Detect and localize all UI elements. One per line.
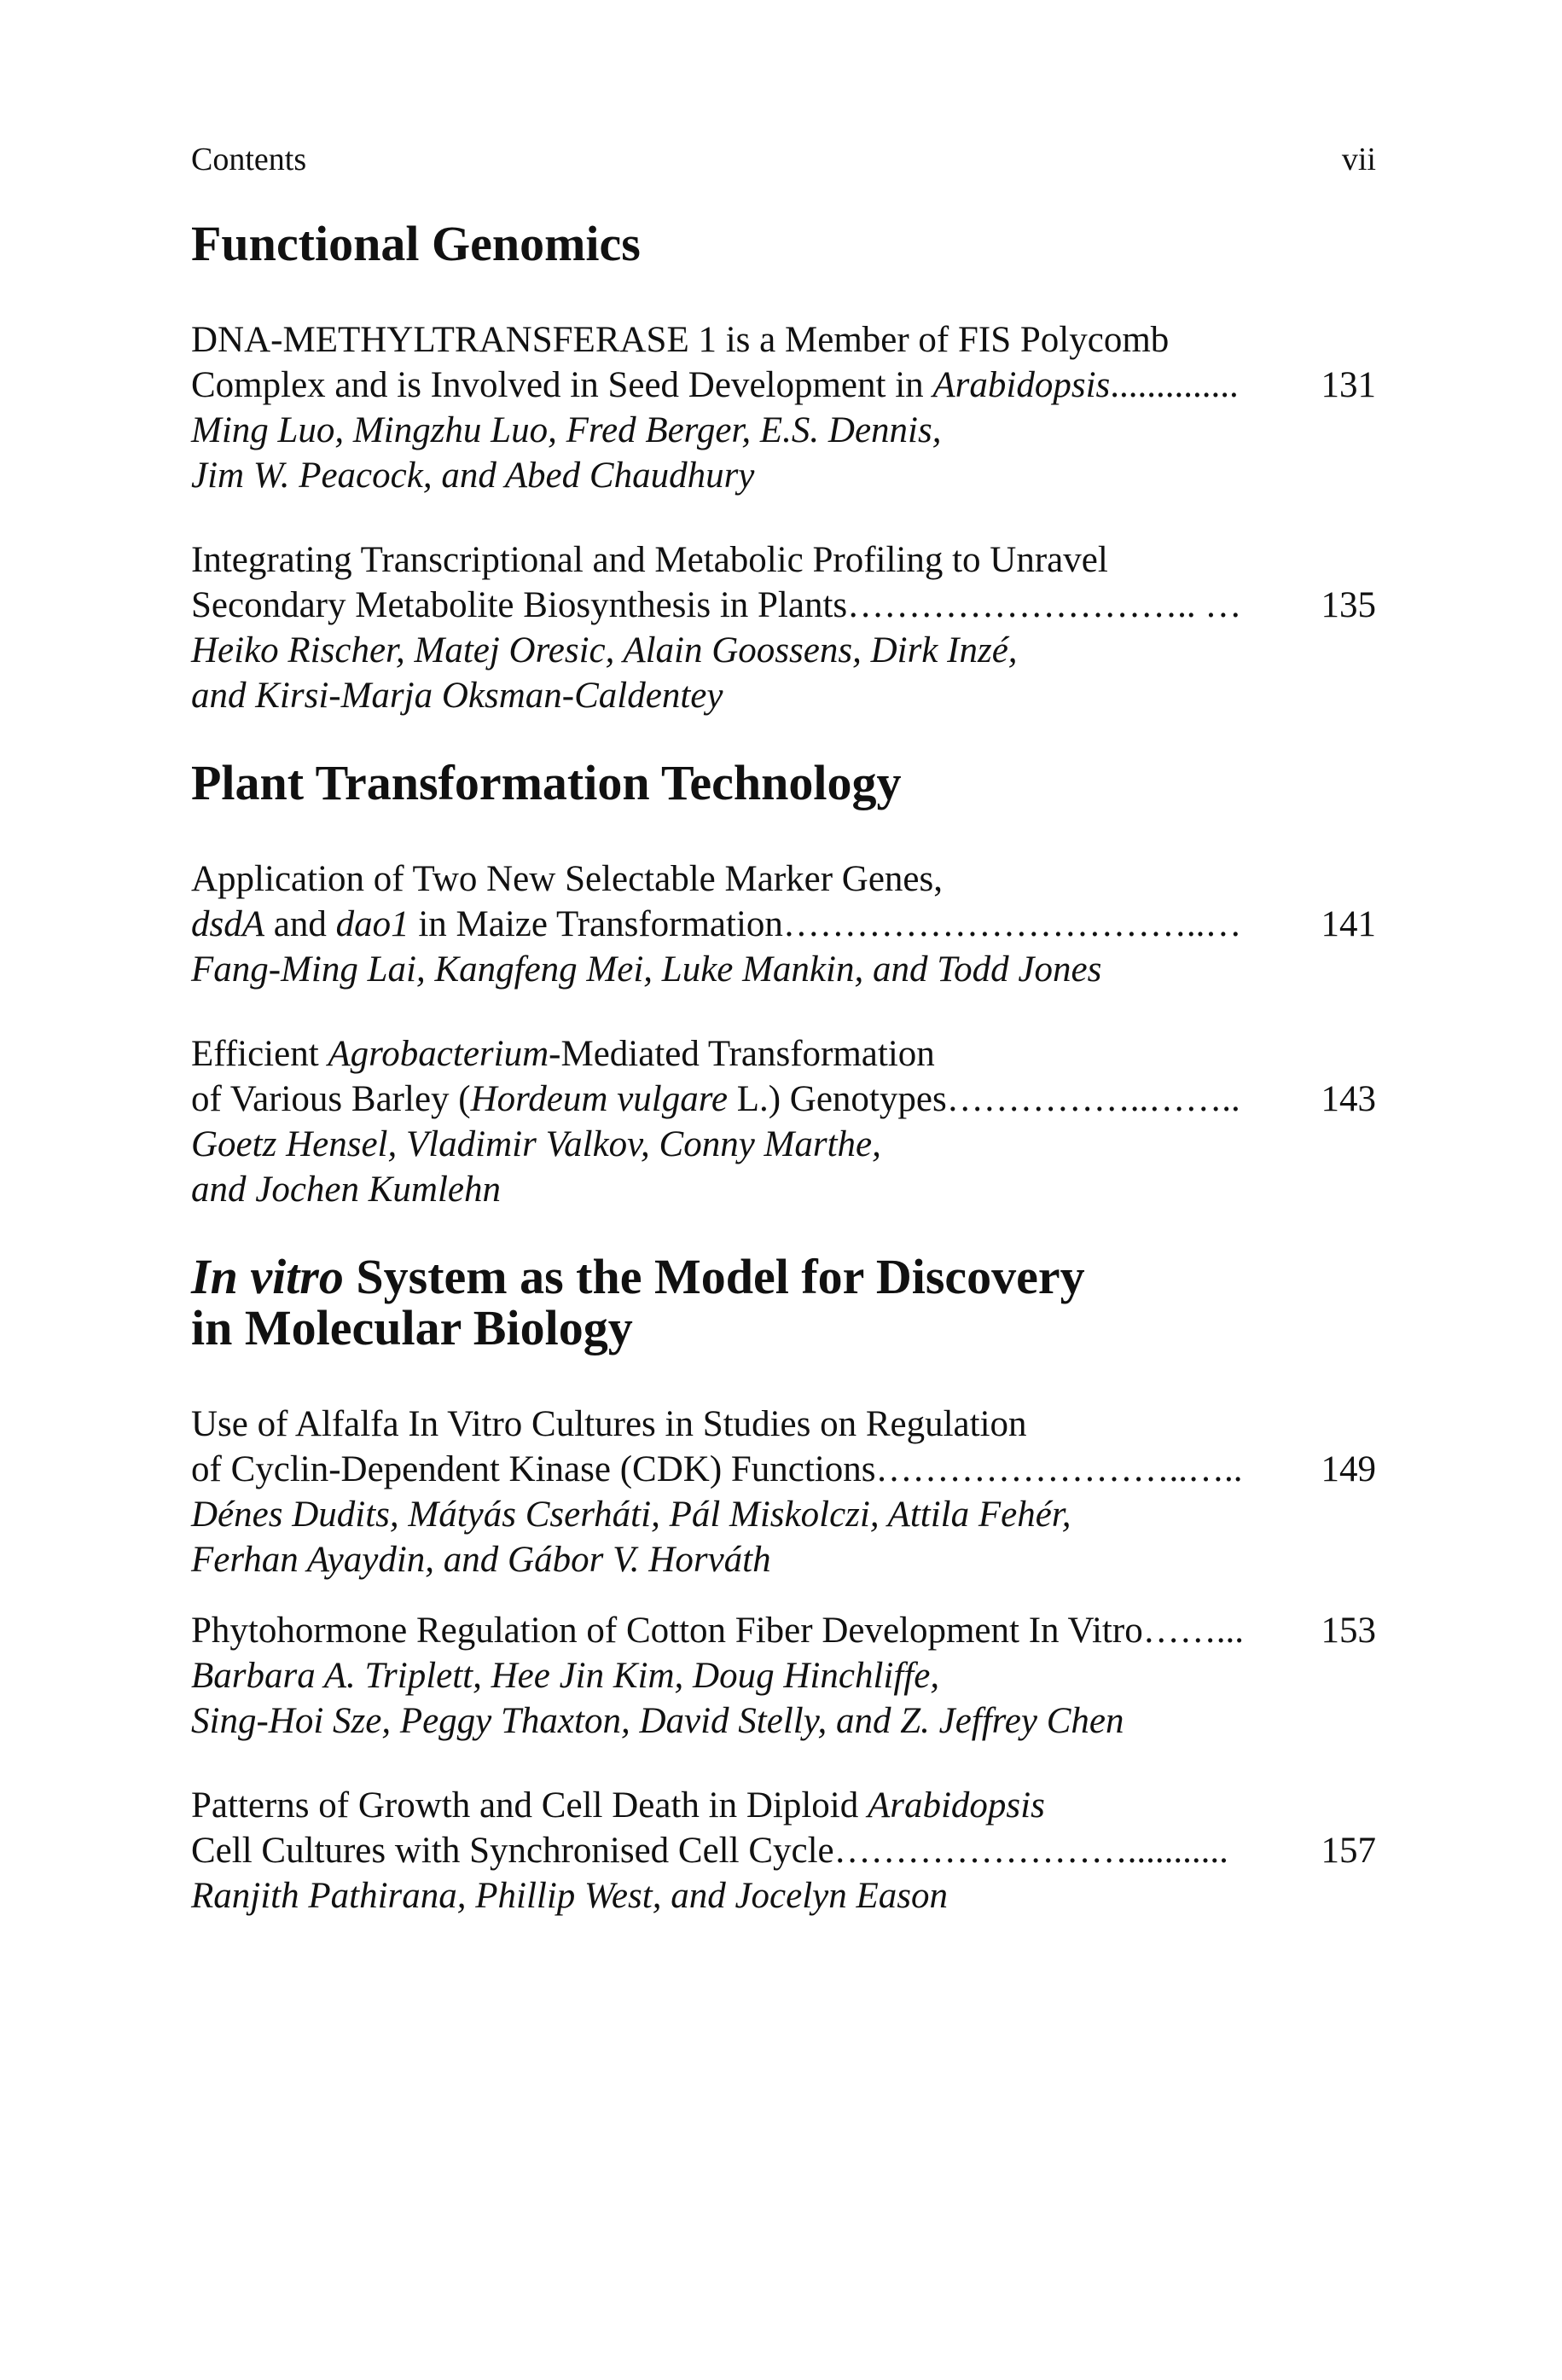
entry-authors: Heiko Rischer, Matej Oresic, Alain Goossens, Dirk Inzé, bbox=[191, 630, 1018, 670]
entry-authors: Goetz Hensel, Vladimir Valkov, Conny Marthe, bbox=[191, 1124, 881, 1164]
entry-authors: Ranjith Pathirana, Phillip West, and Jocelyn Eason bbox=[191, 1876, 948, 1916]
entry-page-number: 143 bbox=[1321, 1079, 1376, 1119]
entry-title-italic: Arabidopsis bbox=[867, 1785, 1045, 1826]
entry-title-text: Phytohormone Regulation of Cotton Fiber Development In Vitro bbox=[191, 1611, 1143, 1651]
entry-title-text: and bbox=[264, 904, 336, 944]
entry-authors: Fang-Ming Lai, Kangfeng Mei, Luke Mankin, and Todd Jones bbox=[191, 949, 1102, 990]
entry-title-text: -Mediated Transformation bbox=[549, 1034, 935, 1074]
entry-title-italic: Hordeum vulgare bbox=[470, 1079, 728, 1119]
entry-title-line bbox=[191, 1077, 1376, 1122]
toc-entry bbox=[191, 1608, 1376, 1744]
dot-leader: ……………………….. … bbox=[847, 585, 1242, 625]
entry-title-line bbox=[191, 902, 1376, 947]
entry-authors: and Jochen Kumlehn bbox=[191, 1170, 502, 1210]
dot-leader: .............. bbox=[1110, 365, 1239, 405]
entry-title-line bbox=[191, 1783, 1376, 1828]
entry-title-line bbox=[191, 1031, 1376, 1077]
entry-authors: Jim W. Peacock, and Abed Chaudhury bbox=[191, 456, 755, 496]
entry-title-text: Efficient bbox=[191, 1034, 328, 1074]
entry-authors: and Kirsi-Marja Oksman-Caldentey bbox=[191, 676, 723, 716]
running-title: Contents bbox=[191, 142, 307, 177]
entry-authors: Ferhan Ayaydin, and Gábor V. Horváth bbox=[191, 1540, 771, 1580]
dot-leader: ……………………………..… bbox=[782, 904, 1242, 944]
toc-entry bbox=[191, 1031, 1376, 1212]
dot-leader: ……………………..….. bbox=[875, 1449, 1243, 1489]
dot-leader: ……... bbox=[1142, 1611, 1244, 1651]
entry-title-text: of Various Barley ( bbox=[191, 1079, 471, 1119]
page-number: vii bbox=[1341, 142, 1376, 177]
entry-title-line: Application of Two New Selectable Marker Genes, bbox=[191, 859, 943, 899]
toc-entry bbox=[191, 1783, 1376, 1919]
section-title-functional-genomics: Functional Genomics bbox=[191, 216, 641, 271]
toc-entry bbox=[191, 856, 1376, 992]
entry-title-line: Integrating Transcriptional and Metabolic Profiling to Unravel bbox=[191, 540, 1108, 580]
entry-title-line: DNA-METHYLTRANSFERASE 1 is a Member of FIS Polycomb bbox=[191, 320, 1170, 360]
entry-title-line bbox=[191, 1828, 1376, 1873]
entry-page-number: 149 bbox=[1321, 1449, 1376, 1489]
entry-title-text: Complex and is Involved in Seed Development in bbox=[191, 365, 933, 405]
entry-authors: Ming Luo, Mingzhu Luo, Fred Berger, E.S. Dennis, bbox=[191, 410, 942, 450]
entry-title-line bbox=[191, 363, 1376, 408]
section-title-in-vitro-system bbox=[191, 1251, 1376, 1354]
entry-title-line: Use of Alfalfa In Vitro Cultures in Studies on Regulation bbox=[191, 1404, 1027, 1444]
entry-title-line bbox=[191, 1447, 1376, 1492]
entry-title-text: of Cyclin-Dependent Kinase (CDK) Functions bbox=[191, 1449, 876, 1489]
toc-entry bbox=[191, 317, 1376, 498]
entry-title-text: in Maize Transformation bbox=[409, 904, 783, 944]
section-title-text: in Molecular Biology bbox=[191, 1300, 633, 1355]
entry-title-italic: dao1 bbox=[335, 904, 409, 944]
entry-title-text: Cell Cultures with Synchronised Cell Cycle bbox=[191, 1831, 834, 1871]
entry-title-line bbox=[191, 1608, 1376, 1653]
entry-title-text: Patterns of Growth and Cell Death in Diploid bbox=[191, 1785, 868, 1826]
toc-entry bbox=[191, 1402, 1376, 1582]
entry-page-number: 153 bbox=[1321, 1611, 1376, 1651]
entry-title-italic: Arabidopsis bbox=[932, 365, 1111, 405]
section-title-text: System as the Model for Discovery bbox=[343, 1249, 1085, 1304]
entry-title-italic: dsdA bbox=[191, 904, 264, 944]
entry-authors: Barbara A. Triplett, Hee Jin Kim, Doug Hinchliffe, bbox=[191, 1656, 940, 1696]
running-head bbox=[191, 140, 1376, 179]
entry-title-text: Secondary Metabolite Biosynthesis in Plants bbox=[191, 585, 848, 625]
entry-page-number: 135 bbox=[1321, 585, 1376, 625]
entry-title-text: L.) Genotypes bbox=[727, 1079, 947, 1119]
entry-title-line bbox=[191, 583, 1376, 628]
entry-authors: Sing-Hoi Sze, Peggy Thaxton, David Stelly, and Z. Jeffrey Chen bbox=[191, 1701, 1124, 1741]
entry-page-number: 131 bbox=[1321, 365, 1376, 405]
entry-page-number: 157 bbox=[1321, 1831, 1376, 1871]
toc-entry bbox=[191, 537, 1376, 718]
dot-leader: ……………..…….. bbox=[946, 1079, 1240, 1119]
section-title-italic: In vitro bbox=[191, 1249, 344, 1304]
entry-authors: Dénes Dudits, Mátyás Cserháti, Pál Miskolczi, Attila Fehér, bbox=[191, 1495, 1071, 1535]
entry-page-number: 141 bbox=[1321, 904, 1376, 944]
section-title-plant-transformation: Plant Transformation Technology bbox=[191, 755, 902, 810]
dot-leader: ……………………........... bbox=[833, 1831, 1228, 1871]
entry-title-italic: Agrobacterium bbox=[328, 1034, 549, 1074]
